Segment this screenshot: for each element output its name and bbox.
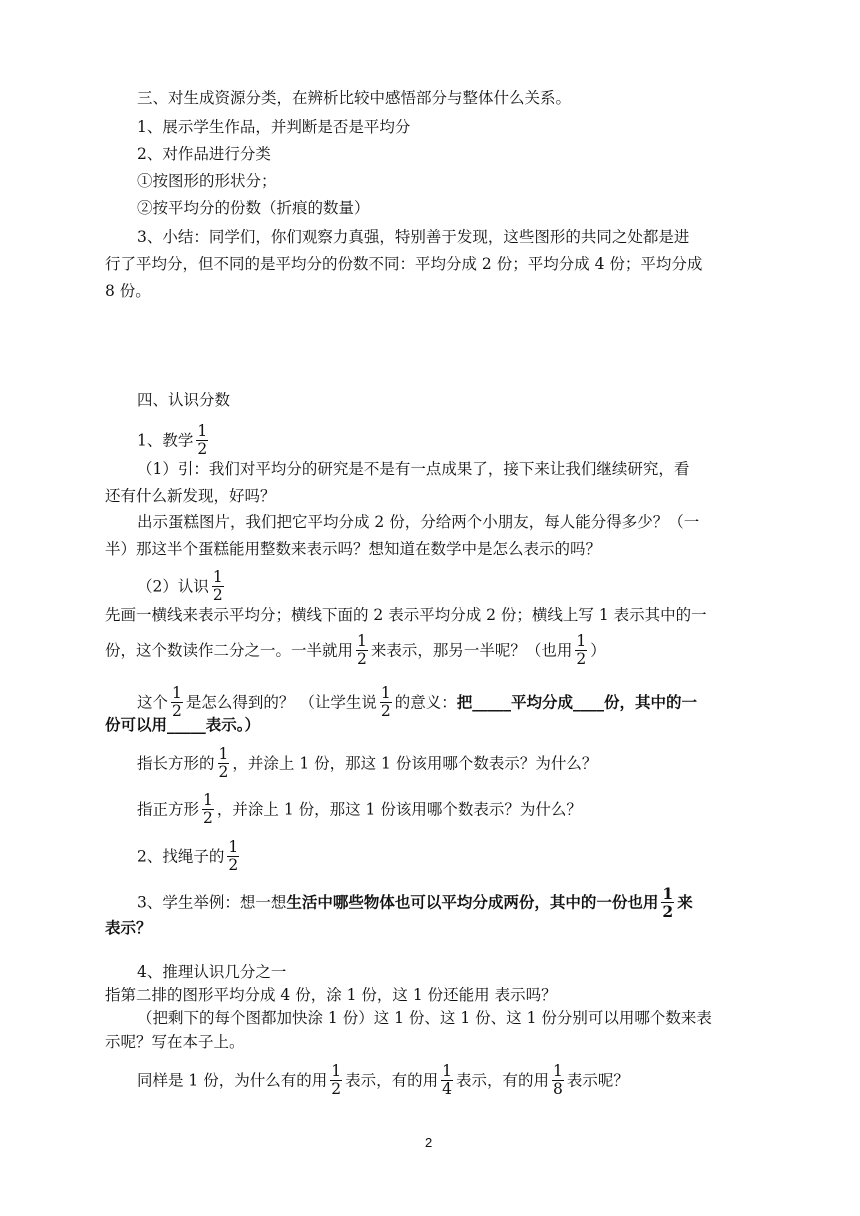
fraction-one-half: $\frac{1}{2}$ — [172, 684, 182, 720]
intro-line-2: 还有什么新发现，好吗？ — [105, 487, 276, 505]
section3-item-1: 1、展示学生作品，并判断是否是平均分 — [137, 118, 411, 136]
fraction-one-half: $\frac{1}{2}$ — [218, 745, 229, 781]
infer-line-2: （把剩下的每个图都加快涂 1 份）这 1 份、这 1 份、这 1 份分别可以用哪个数来表 — [137, 1009, 712, 1027]
summary-line-2: 行了平均分，但不同的是平均分的份数不同：平均分成 2 份；平均分成 4 份；平均分成 — [105, 255, 703, 273]
infer-line-1: 指第二排的图形平均分成 4 份，涂 1 份，这 1 份还能用 表示吗？ — [105, 986, 557, 1004]
fraction-one-half: $\frac{1}{2}$ — [203, 791, 213, 827]
draw-line-2: 份，这个数读作二分之一。一半就用 $\frac{1}{2}$ 来表示，那另一半呢？（也用 $\frac{1}{2}$ ） — [105, 632, 606, 668]
infer-line-3: 示呢？写在本子上。 — [105, 1033, 245, 1051]
infer-heading: 4、推理认识几分之一 — [137, 963, 287, 981]
example-line-1: 3、学生举例：想一想生活中哪些物体也可以平均分成两份，其中的一份也用 $\frac{1}{2}$ 来 — [137, 884, 693, 921]
fraction-one-half: $\frac{1}{2}$ — [331, 1062, 342, 1098]
fraction-one-half: $\frac{1}{2}$ — [380, 684, 391, 720]
section3-item-2b: ②按平均分的份数（折痕的数量） — [137, 199, 370, 217]
teach-half-heading: 1、教学 $\frac{1}{2}$ — [137, 422, 208, 458]
comparison-line: 同样是 1 份，为什么有的用 $\frac{1}{2}$ 表示，有的用 $\frac{1}{4}$ 表示，有的用 $\frac{1}{8}$ 表示呢？ — [137, 1062, 629, 1098]
meaning-line-2: 份可以用_____表示。） — [105, 715, 261, 734]
fraction-one-half: $\frac{1}{2}$ — [212, 568, 223, 604]
fraction-one-half: $\frac{1}{2}$ — [662, 884, 674, 921]
example-line-2: 表示？ — [105, 918, 152, 937]
summary-line-1: 3、小结：同学们，你们观察力真强，特别善于发现，这些图形的共同之处都是进 — [137, 228, 690, 246]
fraction-one-half: $\frac{1}{2}$ — [576, 632, 587, 668]
fraction-one-half: $\frac{1}{2}$ — [228, 838, 239, 874]
square-line: 指正方形 $\frac{1}{2}$ ，并涂上 1 份，那这 1 份该用哪个数表示？为什么？ — [137, 791, 582, 827]
rope-line: 2、找绳子的 $\frac{1}{2}$ — [137, 838, 239, 874]
section3-item-2: 2、对作品进行分类 — [137, 145, 271, 163]
fraction-one-eighth: $\frac{1}{8}$ — [553, 1062, 563, 1098]
fraction-one-half: $\frac{1}{2}$ — [197, 422, 208, 458]
cake-line-1: 出示蛋糕图片，我们把它平均分成 2 份，分给两个小朋友，每人能分得多少？（一 — [137, 513, 700, 531]
summary-line-3: 8 份。 — [105, 282, 151, 300]
section4-heading: 四、认识分数 — [137, 391, 231, 409]
intro-line-1: （1）引：我们对平均分的研究是不是有一点成果了，接下来让我们继续研究，看 — [137, 460, 690, 478]
fraction-one-quarter: $\frac{1}{4}$ — [442, 1062, 452, 1098]
cake-line-2: 半）那这半个蛋糕能用整数来表示吗？想知道在数学中是怎么表示的吗？ — [105, 540, 602, 558]
section3-heading: 三、对生成资源分类，在辨析比较中感悟部分与整体什么关系。 — [137, 89, 572, 107]
fraction-one-half: $\frac{1}{2}$ — [357, 632, 367, 668]
draw-line-1: 先画一横线来表示平均分；横线下面的 2 表示平均分成 2 份；横线上写 1 表示其中的一 — [105, 606, 707, 624]
meaning-line-1: 这个 $\frac{1}{2}$ 是怎么得到的？ （让学生说 $\frac{1}{2}$ 的意义：把_____平均分成____份，其中的一 — [137, 684, 697, 720]
page-number: 2 — [425, 1135, 433, 1150]
recognize-half-heading: （2）认识 $\frac{1}{2}$ — [137, 568, 223, 604]
section3-item-2a: ①按图形的形状分； — [137, 172, 277, 190]
rectangle-line: 指长方形的 $\frac{1}{2}$ ，并涂上 1 份，那这 1 份该用哪个数表示？为什么？ — [137, 745, 598, 781]
